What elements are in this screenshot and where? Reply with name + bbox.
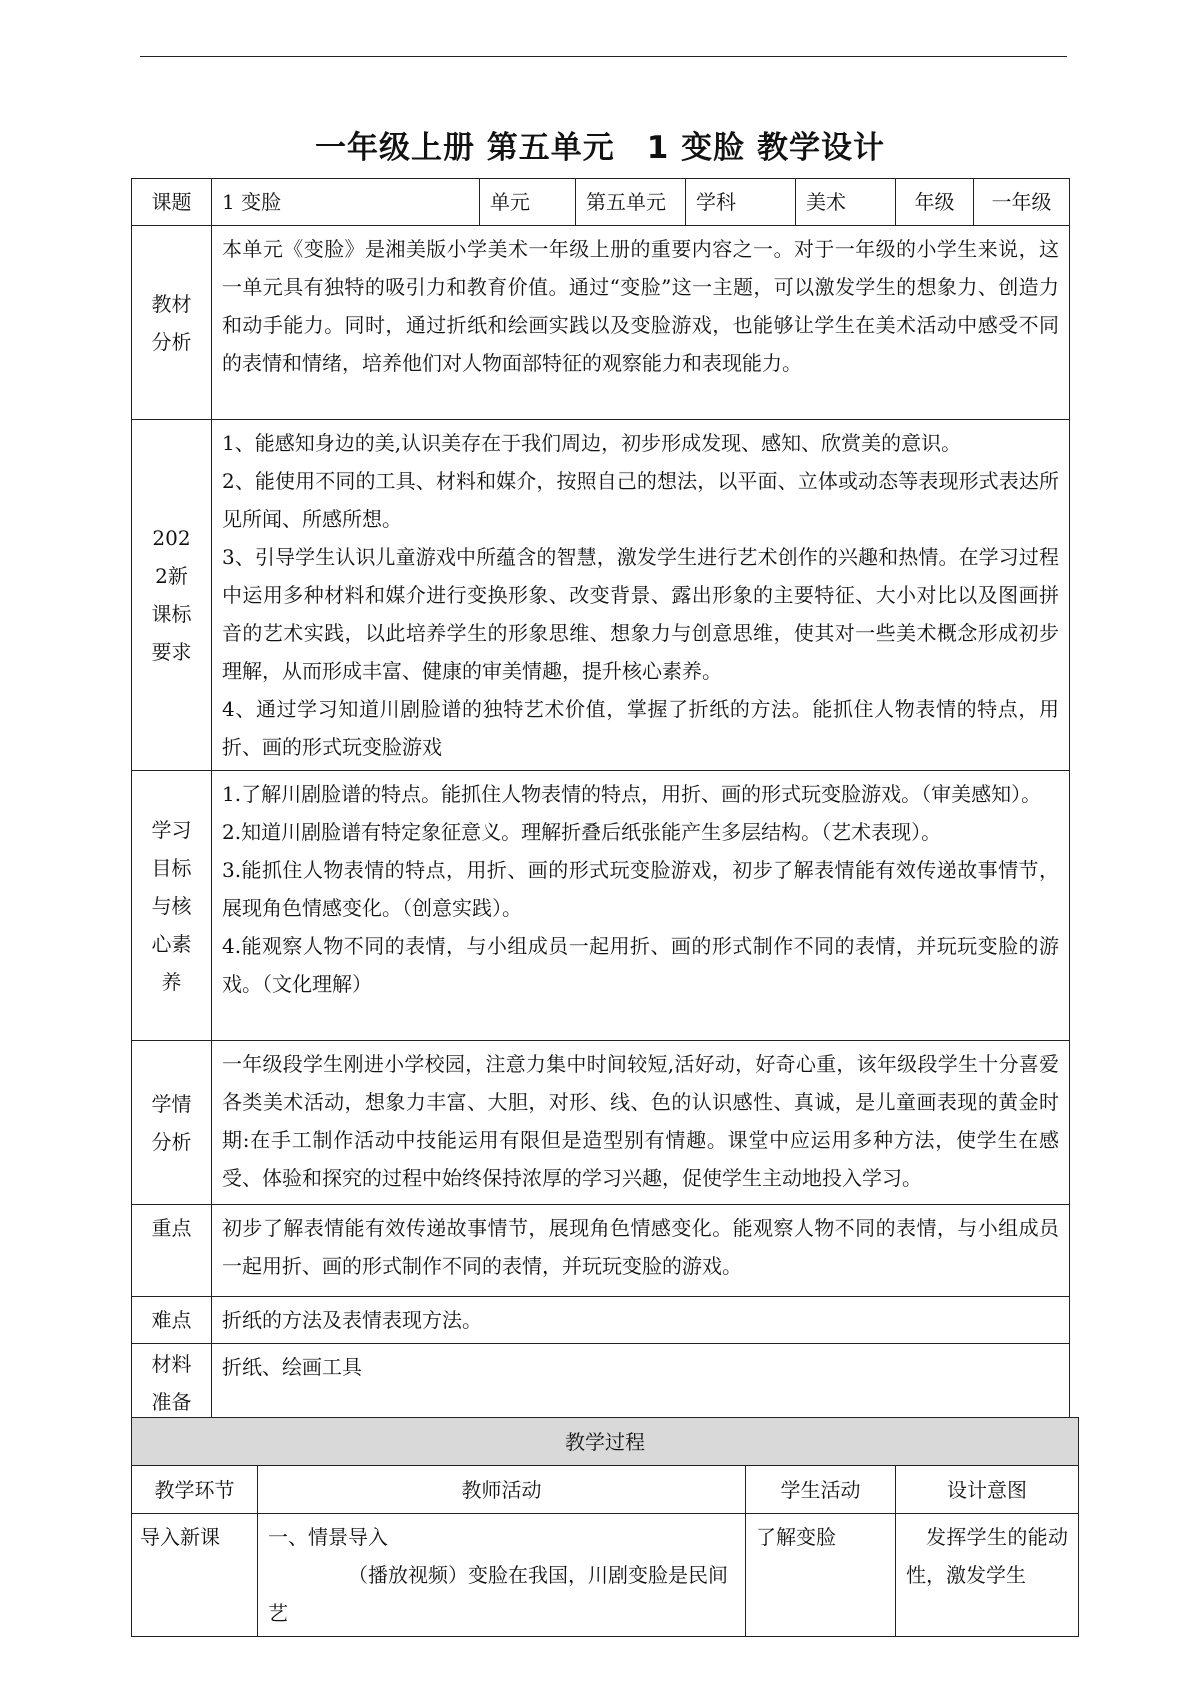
section-paragraph: 1.了解川剧脸谱的特点。能抓住人物表情的特点，用折、画的形式玩变脸游戏。（审美感知）。 — [222, 782, 1042, 806]
column-header: 设计意图 — [896, 1466, 1079, 1514]
section-paragraph: 2、能使用不同的工具、材料和媒介，按照自己的想法，以平面、立体或动态等表现形式表达所见所闻、所感所想。 — [222, 469, 1059, 531]
section-paragraph: 3、引导学生认识儿童游戏中所蕴含的智慧，激发学生进行艺术创作的兴趣和热情。在学习过程中运用多种材料和媒介进行变换形象、改变背景、露出形象的主要特征、大小对比以及图画拼音的艺术实践，以此培养学生的形象思维、想象力与创意思维，使其对一些美术概念形成初步理解，从而形成丰富、健康的审美情趣，提升核心素养。 — [222, 545, 1059, 683]
header-rule — [140, 56, 1067, 57]
topic-value: 1 变脸 — [212, 179, 480, 226]
section-label: 重点 — [132, 1205, 212, 1297]
section-label: 材料准备 — [132, 1344, 212, 1422]
subject-label: 学科 — [686, 179, 796, 226]
basic-info-row — [132, 179, 1070, 226]
section-row-key-points — [132, 1205, 1070, 1297]
section-label: 教材分析 — [132, 226, 212, 420]
subject-value: 美术 — [796, 179, 896, 226]
column-header: 教学环节 — [132, 1466, 258, 1514]
section-paragraph: 本单元《变脸》是湘美版小学美术一年级上册的重要内容之一。对于一年级的小学生来说，这一单元具有独特的吸引力和教育价值。通过“变脸”这一主题，可以激发学生的想象力、创造力和动手能力。同时，通过折纸和绘画实践以及变脸游戏，也能够让学生在美术活动中感受不同的表情和情绪，培养他们对人物面部特征的观察能力和表现能力。 — [222, 237, 1059, 375]
section-paragraph: 1、能感知身边的美,认识美存在于我们周边，初步形成发现、感知、欣赏美的意识。 — [222, 431, 962, 455]
process-title-row — [132, 1418, 1079, 1466]
section-paragraph: 3.能抓住人物表情的特点，用折、画的形式玩变脸游戏，初步了解表情能有效传递故事情节，展现角色情感变化。（创意实践）。 — [222, 858, 1059, 920]
section-row-material-analysis — [132, 226, 1070, 420]
section-paragraph: 初步了解表情能有效传递故事情节，展现角色情感变化。能观察人物不同的表情，与小组成员一起用折、画的形式制作不同的表情，并玩玩变脸的游戏。 — [222, 1216, 1059, 1278]
document-title: 一年级上册 第五单元 1 变脸 教学设计 — [315, 130, 885, 166]
section-label: 2022新课标要求 — [132, 420, 212, 771]
section-content — [212, 1297, 1070, 1344]
section-row-learning-objectives — [132, 771, 1070, 1041]
section-paragraph: 一年级段学生刚进小学校园，注意力集中时间较短,活好动，好奇心重，该年级段学生十分喜爱各类美术活动，想象力丰富、大胆，对形、线、色的认识感性、真诚，是儿童画表现的黄金时期:在手工制作活动中技能运用有限但是造型别有情趣。课堂中应运用多种方法，使学生在感受、体验和探究的过程中始终保持浓厚的学习兴趣，促使学生主动地投入学习。 — [222, 1052, 1059, 1190]
section-content — [212, 420, 1070, 771]
design-intent-cell: 发挥学生的能动性，激发学生 — [896, 1514, 1079, 1637]
teaching-process-table — [131, 1417, 1079, 1637]
teacher-activity-line: （播放视频）变脸在我国，川剧变脸是民间艺 — [268, 1563, 728, 1625]
section-content — [212, 1344, 1070, 1422]
teacher-activity-line: 一、情景导入 — [268, 1525, 388, 1549]
column-header: 教师活动 — [258, 1466, 746, 1514]
section-paragraph: 折纸、绘画工具 — [222, 1355, 362, 1379]
section-row-student-analysis — [132, 1041, 1070, 1205]
stage-cell: 导入新课 — [132, 1514, 258, 1637]
section-row-difficulties — [132, 1297, 1070, 1344]
unit-label: 单元 — [480, 179, 576, 226]
unit-value: 第五单元 — [576, 179, 686, 226]
section-label: 学情分析 — [132, 1041, 212, 1205]
section-content — [212, 1041, 1070, 1205]
column-header: 学生活动 — [746, 1466, 896, 1514]
lesson-info-table — [131, 178, 1070, 1422]
teacher-activity-cell — [258, 1514, 746, 1637]
table-row — [132, 1514, 1079, 1637]
grade-label: 年级 — [896, 179, 974, 226]
topic-label: 课题 — [132, 179, 212, 226]
section-row-curriculum-standard — [132, 420, 1070, 771]
process-title: 教学过程 — [132, 1418, 1079, 1466]
section-paragraph: 4、通过学习知道川剧脸谱的独特艺术价值，掌握了折纸的方法。能抓住人物表情的特点，用折、画的形式玩变脸游戏 — [222, 697, 1059, 759]
section-label: 难点 — [132, 1297, 212, 1344]
grade-value: 一年级 — [974, 179, 1070, 226]
section-paragraph: 折纸的方法及表情表现方法。 — [222, 1308, 482, 1332]
section-paragraph: 2.知道川剧脸谱有特定象征意义。理解折叠后纸张能产生多层结构。（艺术表现）。 — [222, 820, 942, 844]
section-row-materials — [132, 1344, 1070, 1422]
section-content — [212, 771, 1070, 1041]
section-content — [212, 226, 1070, 420]
section-label: 学习目标与核心素养 — [132, 771, 212, 1041]
section-paragraph: 4.能观察人物不同的表情，与小组成员一起用折、画的形式制作不同的表情，并玩玩变脸的游戏。（文化理解） — [222, 934, 1059, 996]
section-content — [212, 1205, 1070, 1297]
process-header-row — [132, 1466, 1079, 1514]
student-activity-cell: 了解变脸 — [746, 1514, 896, 1637]
